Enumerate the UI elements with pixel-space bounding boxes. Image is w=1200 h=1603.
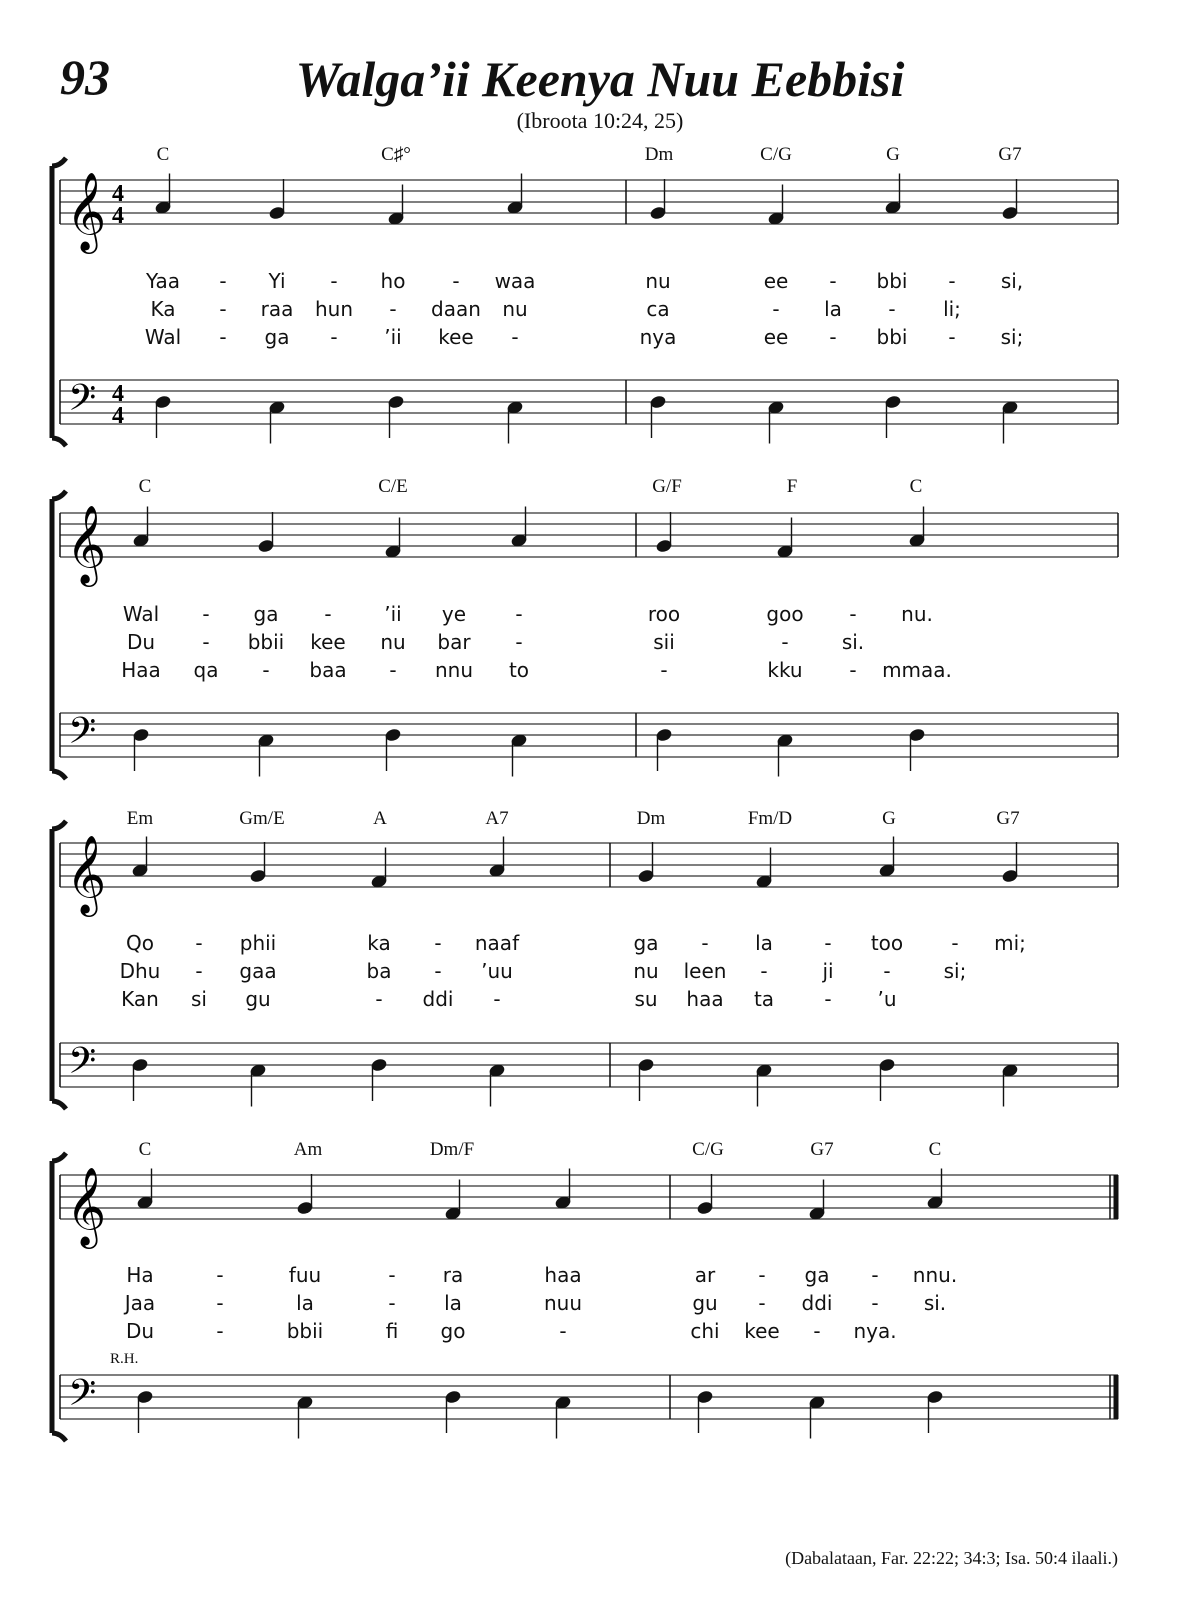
lyric-syllable: Jaa xyxy=(124,1291,156,1315)
lyric-syllable: ’ii xyxy=(384,325,402,349)
chord-symbol: C/E xyxy=(378,476,408,497)
lyric-hyphen: - xyxy=(559,1319,567,1343)
lyric-syllable: baa xyxy=(309,658,347,682)
lyric-syllable: ga xyxy=(633,931,659,955)
chord-symbol: G7 xyxy=(998,144,1022,165)
system-bracket xyxy=(52,821,66,1109)
lyric-syllable: fuu xyxy=(288,1263,322,1287)
lyric-hyphen: - xyxy=(871,1291,879,1315)
lyric-syllable: chi xyxy=(690,1319,720,1343)
right-hand-marking: R.H. xyxy=(110,1351,139,1367)
lyric-syllable: ddi xyxy=(801,1291,833,1315)
lyric-hyphen: - xyxy=(493,987,501,1011)
chord-symbol: Em xyxy=(126,808,154,829)
lyric-syllable: raa xyxy=(260,297,294,321)
bass-clef-icon: 𝄢 xyxy=(68,710,97,761)
lyric-syllable: haa xyxy=(544,1263,582,1287)
treble-clef-icon: 𝄞 xyxy=(66,172,107,251)
lyric-hyphen: - xyxy=(824,987,832,1011)
lyric-syllable: fi xyxy=(385,1319,399,1343)
lyric-hyphen: - xyxy=(195,959,203,983)
lyric-hyphen: - xyxy=(772,297,780,321)
lyric-hyphen: - xyxy=(216,1263,224,1287)
lyric-syllable: nu xyxy=(380,630,406,654)
lyric-syllable: Haa xyxy=(121,658,161,682)
chord-symbol: Dm/F xyxy=(429,1139,475,1160)
chord-symbol: G/F xyxy=(652,476,682,497)
lyric-syllable: ga xyxy=(264,325,290,349)
chord-symbol: C xyxy=(928,1139,942,1160)
lyric-syllable: Kan xyxy=(121,987,159,1011)
lyric-hyphen: - xyxy=(452,269,460,293)
chord-symbol: G7 xyxy=(810,1139,834,1160)
lyric-hyphen: - xyxy=(388,1291,396,1315)
lyric-syllable: la xyxy=(824,297,842,321)
lyric-syllable: Wal xyxy=(122,602,160,626)
lyric-syllable: kee xyxy=(744,1319,780,1343)
lyric-syllable: haa xyxy=(686,987,724,1011)
lyric-syllable: too xyxy=(870,931,904,955)
chord-symbol: Am xyxy=(293,1139,323,1160)
lyric-hyphen: - xyxy=(849,658,857,682)
lyric-hyphen: - xyxy=(330,269,338,293)
lyric-hyphen: - xyxy=(948,269,956,293)
treble-clef-icon: 𝄞 xyxy=(66,505,107,584)
lyric-hyphen: - xyxy=(888,297,896,321)
system-bracket xyxy=(52,1153,66,1441)
lyric-syllable: nya xyxy=(639,325,677,349)
lyric-syllable: la xyxy=(296,1291,314,1315)
lyric-hyphen: - xyxy=(216,1319,224,1343)
lyric-hyphen: - xyxy=(781,630,789,654)
lyric-syllable: kku xyxy=(767,658,803,682)
lyric-hyphen: - xyxy=(388,1263,396,1287)
lyric-hyphen: - xyxy=(758,1291,766,1315)
lyric-syllable: mmaa. xyxy=(882,658,952,682)
lyric-syllable: nu xyxy=(633,959,659,983)
system-bracket xyxy=(52,158,66,446)
lyric-syllable: bbi xyxy=(876,325,908,349)
lyric-syllable: ar xyxy=(694,1263,716,1287)
lyric-syllable: ba xyxy=(366,959,392,983)
lyric-hyphen: - xyxy=(701,931,709,955)
lyric-syllable: nu. xyxy=(901,602,933,626)
chord-symbol: F xyxy=(786,476,798,497)
lyric-syllable: si. xyxy=(841,630,865,654)
lyric-syllable: gu xyxy=(692,1291,718,1315)
lyric-syllable: nnu xyxy=(434,658,474,682)
lyric-syllable: Ha xyxy=(126,1263,154,1287)
lyric-syllable: la xyxy=(444,1291,462,1315)
chord-symbol: Fm/D xyxy=(747,808,793,829)
lyric-hyphen: - xyxy=(219,297,227,321)
lyric-hyphen: - xyxy=(824,931,832,955)
chord-symbol: G xyxy=(882,808,896,829)
lyric-syllable: Du xyxy=(126,630,156,654)
chord-symbol: C♯° xyxy=(381,144,411,165)
lyric-syllable: bbi xyxy=(876,269,908,293)
lyric-syllable: ji xyxy=(822,959,834,983)
lyric-syllable: nu xyxy=(502,297,528,321)
lyric-hyphen: - xyxy=(515,630,523,654)
lyric-syllable: Wal xyxy=(144,325,182,349)
lyric-hyphen: - xyxy=(389,297,397,321)
lyric-syllable: si xyxy=(191,987,207,1011)
lyric-hyphen: - xyxy=(389,658,397,682)
lyric-syllable: ’u xyxy=(877,987,897,1011)
lyric-syllable: ta xyxy=(753,987,775,1011)
lyric-syllable: gu xyxy=(245,987,271,1011)
lyric-hyphen: - xyxy=(330,325,338,349)
lyric-syllable: Ka xyxy=(150,297,176,321)
time-signature-bottom: 4 xyxy=(112,203,124,229)
time-signature-top: 4 xyxy=(112,181,124,207)
lyric-syllable: ho xyxy=(380,269,406,293)
lyric-hyphen: - xyxy=(849,602,857,626)
lyric-hyphen: - xyxy=(219,325,227,349)
lyric-syllable: waa xyxy=(494,269,536,293)
lyric-hyphen: - xyxy=(660,658,668,682)
lyric-syllable: Du xyxy=(125,1319,155,1343)
lyric-syllable: gaa xyxy=(239,959,277,983)
hymn-number: 93 xyxy=(60,49,110,105)
lyric-hyphen: - xyxy=(262,658,270,682)
lyric-syllable: ra xyxy=(442,1263,464,1287)
lyric-syllable: naaf xyxy=(474,931,520,955)
lyric-syllable: daan xyxy=(431,297,481,321)
lyric-syllable: roo xyxy=(647,602,681,626)
lyric-hyphen: - xyxy=(324,602,332,626)
chord-symbol: C/G xyxy=(692,1139,724,1160)
lyric-syllable: bbii xyxy=(247,630,285,654)
lyric-hyphen: - xyxy=(883,959,891,983)
chord-symbol: C xyxy=(138,476,152,497)
lyric-syllable: nnu. xyxy=(912,1263,958,1287)
system-bracket xyxy=(52,491,66,779)
lyric-syllable: goo xyxy=(766,602,804,626)
lyric-syllable: kee xyxy=(310,630,346,654)
chord-symbol: G7 xyxy=(996,808,1020,829)
chord-symbol: A7 xyxy=(485,808,509,829)
lyric-syllable: Yaa xyxy=(146,269,180,293)
lyric-syllable: ee xyxy=(763,325,789,349)
lyric-syllable: leen xyxy=(683,959,727,983)
hymn-title: Walga’ii Keenya Nuu Eebbisi xyxy=(295,51,905,107)
lyric-syllable: bbii xyxy=(286,1319,324,1343)
lyric-syllable: mi; xyxy=(994,931,1026,955)
bass-clef-icon: 𝄢 xyxy=(68,377,97,428)
chord-symbol: C xyxy=(909,476,923,497)
lyric-syllable: phii xyxy=(239,931,277,955)
lyric-hyphen: - xyxy=(195,931,203,955)
bass-clef-icon: 𝄢 xyxy=(68,1040,97,1091)
lyric-hyphen: - xyxy=(829,325,837,349)
lyric-hyphen: - xyxy=(951,931,959,955)
chord-symbol: G xyxy=(886,144,900,165)
lyric-syllable: ga xyxy=(253,602,279,626)
lyric-hyphen: - xyxy=(202,602,210,626)
chord-symbol: A xyxy=(373,808,387,829)
lyric-syllable: ga xyxy=(804,1263,830,1287)
footnote: (Dabalataan, Far. 22:22; 34:3; Isa. 50:4 ilaali.) xyxy=(785,1548,1118,1568)
chord-symbol: C/G xyxy=(760,144,792,165)
lyric-hyphen: - xyxy=(813,1319,821,1343)
lyric-hyphen: - xyxy=(219,269,227,293)
lyric-hyphen: - xyxy=(216,1291,224,1315)
lyric-hyphen: - xyxy=(758,1263,766,1287)
chord-symbol: C xyxy=(138,1139,152,1160)
lyric-syllable: go xyxy=(440,1319,466,1343)
chord-symbol: Dm xyxy=(636,808,666,829)
lyric-syllable: bar xyxy=(437,630,471,654)
time-signature-bottom: 4 xyxy=(112,403,124,429)
lyric-syllable: ye xyxy=(441,602,467,626)
scripture-reference: (Ibroota 10:24, 25) xyxy=(516,108,684,133)
lyric-hyphen: - xyxy=(760,959,768,983)
lyric-hyphen: - xyxy=(434,931,442,955)
lyric-syllable: si, xyxy=(1000,269,1024,293)
chord-symbol: Dm xyxy=(644,144,674,165)
lyric-syllable: ka xyxy=(367,931,391,955)
lyric-hyphen: - xyxy=(202,630,210,654)
bass-clef-icon: 𝄢 xyxy=(68,1372,97,1423)
lyric-syllable: la xyxy=(755,931,773,955)
lyric-syllable: su xyxy=(634,987,658,1011)
lyric-syllable: nya. xyxy=(853,1319,897,1343)
treble-clef-icon: 𝄞 xyxy=(66,835,107,914)
lyric-hyphen: - xyxy=(434,959,442,983)
lyric-hyphen: - xyxy=(375,987,383,1011)
lyric-syllable: sii xyxy=(653,630,675,654)
lyric-hyphen: - xyxy=(515,602,523,626)
lyric-syllable: li; xyxy=(943,297,961,321)
lyric-syllable: ee xyxy=(763,269,789,293)
lyric-syllable: ddi xyxy=(422,987,454,1011)
lyric-syllable: hun xyxy=(314,297,354,321)
lyric-syllable: Qo xyxy=(126,931,154,955)
chord-symbol: C xyxy=(156,144,170,165)
lyric-syllable: Yi xyxy=(268,269,286,293)
lyric-syllable: ’uu xyxy=(481,959,513,983)
lyric-syllable: nuu xyxy=(543,1291,583,1315)
treble-clef-icon: 𝄞 xyxy=(66,1167,107,1246)
lyric-hyphen: - xyxy=(511,325,519,349)
lyric-syllable: nu xyxy=(645,269,671,293)
chord-symbol: Gm/E xyxy=(239,808,285,829)
lyric-syllable: si; xyxy=(943,959,967,983)
lyric-syllable: si; xyxy=(1000,325,1024,349)
lyric-syllable: kee xyxy=(438,325,474,349)
lyric-syllable: ’ii xyxy=(384,602,402,626)
lyric-syllable: Dhu xyxy=(119,959,161,983)
lyric-syllable: si. xyxy=(923,1291,947,1315)
lyric-syllable: to xyxy=(508,658,530,682)
lyric-hyphen: - xyxy=(871,1263,879,1287)
lyric-syllable: ca xyxy=(646,297,670,321)
time-signature-top: 4 xyxy=(112,381,124,407)
lyric-syllable: qa xyxy=(193,658,219,682)
lyric-hyphen: - xyxy=(948,325,956,349)
lyric-hyphen: - xyxy=(829,269,837,293)
